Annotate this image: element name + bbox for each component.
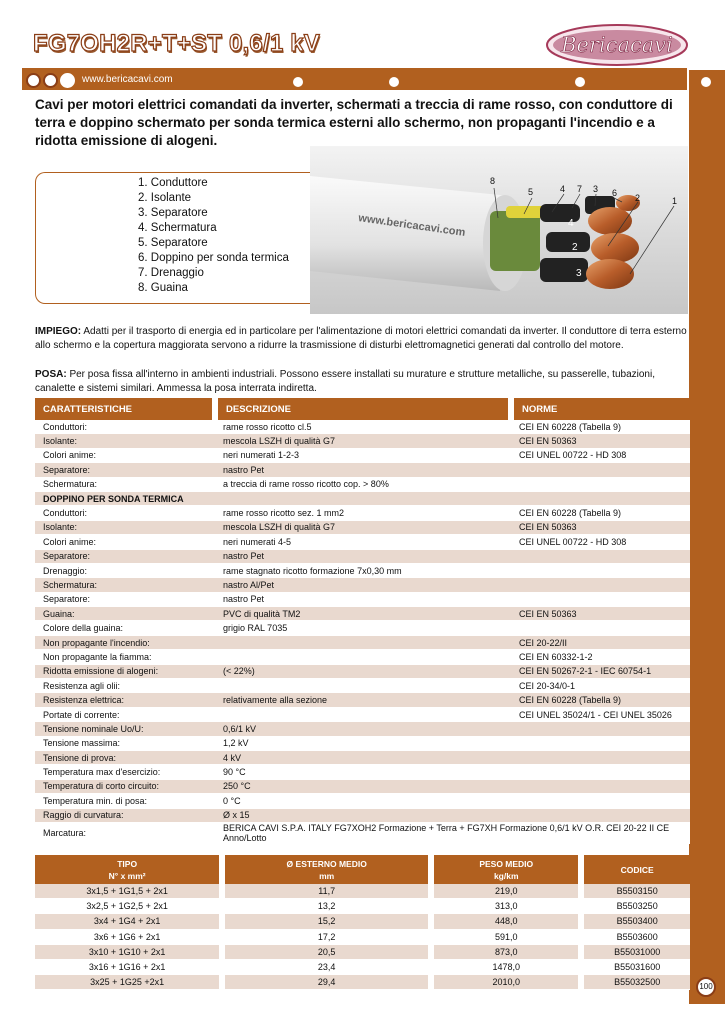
spec-standard (511, 463, 690, 477)
spec-standard: CEI 20-34/0-1 (511, 679, 690, 693)
side-bar (689, 70, 725, 1004)
spec-row (35, 477, 690, 491)
spec-row (35, 592, 690, 606)
spec-description: neri numerati 4-5 (215, 535, 511, 549)
spec-characteristic: Tensione nominale Uo/U: (35, 722, 215, 736)
spec-description: grigio RAL 7035 (215, 621, 511, 635)
installation-label: POSA: (35, 369, 67, 380)
spec-standard: CEI EN 50363 (511, 607, 690, 621)
product-diameter: 11,7 (222, 884, 431, 899)
spec-row (35, 650, 690, 664)
spec-standard (511, 491, 690, 505)
spec-characteristic: Colori anime: (35, 535, 215, 549)
product-code: B5503600 (581, 929, 690, 944)
svg-text:5: 5 (528, 187, 534, 197)
product-weight: 1478,0 (431, 959, 581, 974)
spec-description: 250 °C (215, 779, 511, 793)
product-weight: 591,0 (431, 929, 581, 944)
spec-characteristic: Colori anime: (35, 448, 215, 462)
spec-description: mescola LSZH di qualità G7 (215, 520, 511, 534)
spec-description: PVC di qualità TM2 (215, 607, 511, 621)
spec-standard (511, 736, 690, 750)
spec-standard (511, 477, 690, 491)
spec-row (35, 549, 690, 563)
spec-description: 0,6/1 kV (215, 722, 511, 736)
spec-row (35, 578, 690, 592)
svg-text:1: 1 (672, 196, 678, 206)
spec-characteristic: DOPPINO PER SONDA TERMICA (35, 491, 215, 505)
product-type: 3x25 + 1G25 +2x1 (35, 975, 222, 990)
spec-table-header (35, 398, 690, 420)
product-row (35, 929, 690, 944)
product-type: 3x4 + 1G4 + 2x1 (35, 914, 222, 929)
dot-icon (60, 73, 75, 88)
svg-text:Bericacavi: Bericacavi (561, 33, 673, 57)
product-diameter: 23,4 (222, 959, 431, 974)
spec-table (35, 398, 690, 844)
spec-characteristic: Non propagante l'incendio: (35, 635, 215, 649)
spec-characteristic: Marcatura: (35, 822, 215, 843)
spec-row-marking (35, 822, 690, 843)
spec-description: 1,2 kV (215, 736, 511, 750)
spec-characteristic: Tensione di prova: (35, 750, 215, 764)
spec-description (215, 707, 511, 721)
spec-row (35, 463, 690, 477)
product-weight: 873,0 (431, 944, 581, 959)
spec-standard (511, 592, 690, 606)
spec-description: nastro Pet (215, 549, 511, 563)
col-header-weight (431, 855, 581, 884)
product-diameter: 20,5 (222, 944, 431, 959)
product-type: 3x2,5 + 1G2,5 + 2x1 (35, 899, 222, 914)
svg-text:2: 2 (572, 242, 578, 253)
spec-description: rame rosso ricotto sez. 1 mm2 (215, 506, 511, 520)
spec-row (35, 563, 690, 577)
product-row (35, 975, 690, 990)
spec-characteristic: Non propagante la fiamma: (35, 650, 215, 664)
spec-row (35, 765, 690, 779)
spec-characteristic: Schermatura: (35, 477, 215, 491)
legend-item: 7. Drenaggio (138, 267, 204, 279)
spec-description: 0 °C (215, 794, 511, 808)
header-unit: N° x mm² (108, 870, 146, 881)
spec-standard (511, 563, 690, 577)
spec-row (35, 693, 690, 707)
spec-description: nastro Pet (215, 592, 511, 606)
header-unit: kg/km (493, 870, 519, 881)
legend-item: 6. Doppino per sonda termica (138, 252, 289, 264)
spec-row (35, 750, 690, 764)
dot-icon (575, 77, 585, 87)
product-row (35, 944, 690, 959)
spec-row (35, 420, 690, 434)
header-title: PESO MEDIO (479, 858, 534, 869)
marking-text: BERICA CAVI S.P.A. ITALY FG7XOH2 Formazione + Terra + FG7XH Formazione 0,6/1 kV O.R. CEI 20-22 II CE Anno/Lotto (215, 822, 690, 843)
spec-row (35, 506, 690, 520)
spec-standard (511, 779, 690, 793)
product-code: B55032500 (581, 975, 690, 990)
cable-illustration (310, 146, 688, 314)
spec-standard: CEI EN 50267-2-1 - IEC 60754-1 (511, 664, 690, 678)
spec-row (35, 722, 690, 736)
product-code: B5503150 (581, 884, 690, 899)
svg-text:8: 8 (490, 176, 496, 186)
product-weight: 448,0 (431, 914, 581, 929)
product-table-header (35, 855, 690, 884)
product-row (35, 959, 690, 974)
legend-item: 2. Isolante (138, 192, 192, 204)
col-header-type (35, 855, 222, 884)
spec-description: rame rosso ricotto cl.5 (215, 420, 511, 434)
spec-standard: CEI EN 60228 (Tabella 9) (511, 420, 690, 434)
spec-characteristic: Separatore: (35, 549, 215, 563)
product-row (35, 884, 690, 899)
spec-characteristic: Conduttori: (35, 506, 215, 520)
spec-characteristic: Temperatura max d'esercizio: (35, 765, 215, 779)
product-diameter: 15,2 (222, 914, 431, 929)
col-header-code (581, 855, 690, 884)
spec-row (35, 491, 690, 505)
product-table (35, 855, 690, 990)
dot-icon (389, 77, 399, 87)
product-weight: 2010,0 (431, 975, 581, 990)
svg-text:4: 4 (560, 184, 566, 194)
spec-characteristic: Conduttori: (35, 420, 215, 434)
legend-item: 8. Guaina (138, 282, 188, 294)
page-number: 100 (696, 977, 716, 997)
spec-characteristic: Tensione massima: (35, 736, 215, 750)
product-type: 3x16 + 1G16 + 2x1 (35, 959, 222, 974)
spec-characteristic: Resistenza elettrica: (35, 693, 215, 707)
spec-characteristic: Separatore: (35, 463, 215, 477)
usage-label: IMPIEGO: (35, 326, 82, 337)
spec-description: nastro Al/Pet (215, 578, 511, 592)
spec-description: nastro Pet (215, 463, 511, 477)
product-weight: 219,0 (431, 884, 581, 899)
spec-standard (511, 808, 690, 822)
spec-characteristic: Schermatura: (35, 578, 215, 592)
spec-row (35, 448, 690, 462)
spec-description: 90 °C (215, 765, 511, 779)
product-type: 3x1,5 + 1G1,5 + 2x1 (35, 884, 222, 899)
header-unit: mm (319, 870, 335, 881)
spec-standard (511, 549, 690, 563)
spec-description: mescola LSZH di qualità G7 (215, 434, 511, 448)
installation-text: Per posa fissa all'interno in ambienti industriali. Possono essere installati su murature e strutture metalliche, su passerelle, tubazioni, canalette e sistemi similari. Ammessa la posa interrata indiretta. (35, 369, 655, 394)
spec-characteristic: Isolante: (35, 434, 215, 448)
spec-characteristic: Colore della guaina: (35, 621, 215, 635)
product-row (35, 914, 690, 929)
header-title: Ø ESTERNO MEDIO (286, 858, 367, 869)
spec-characteristic: Ridotta emissione di alogeni: (35, 664, 215, 678)
legend-list (138, 176, 289, 296)
spec-row (35, 535, 690, 549)
spec-description: (< 22%) (215, 664, 511, 678)
legend-item: 5. Separatore (138, 237, 208, 249)
page-title: FG7OH2R+T+ST 0,6/1 kV (33, 30, 320, 57)
svg-text:3: 3 (593, 184, 599, 194)
legend-item: 3. Separatore (138, 207, 208, 219)
spec-description: rame stagnato ricotto formazione 7x0,30 mm (215, 563, 511, 577)
product-weight: 313,0 (431, 899, 581, 914)
svg-text:7: 7 (577, 184, 583, 194)
spec-description (215, 679, 511, 693)
usage-paragraph (35, 325, 690, 352)
spec-standard: CEI EN 60228 (Tabella 9) (511, 693, 690, 707)
legend-item: 4. Schermatura (138, 222, 217, 234)
spec-standard (511, 750, 690, 764)
spec-row (35, 779, 690, 793)
spec-standard: CEI EN 50363 (511, 434, 690, 448)
product-type: 3x6 + 1G6 + 2x1 (35, 929, 222, 944)
spec-description (215, 635, 511, 649)
spec-description: 4 kV (215, 750, 511, 764)
product-diameter: 17,2 (222, 929, 431, 944)
spec-standard: CEI UNEL 35024/1 - CEI UNEL 35026 (511, 707, 690, 721)
svg-text:6: 6 (612, 188, 618, 198)
spec-row (35, 520, 690, 534)
spec-standard (511, 578, 690, 592)
svg-text:www.bericacavi.com: www.bericacavi.com (357, 212, 467, 239)
spec-characteristic: Isolante: (35, 520, 215, 534)
product-code: B5503400 (581, 914, 690, 929)
website-link[interactable]: www.bericacavi.com (82, 74, 173, 85)
product-diameter: 29,4 (222, 975, 431, 990)
col-header-characteristics: CARATTERISTICHE (35, 398, 215, 420)
spec-row (35, 635, 690, 649)
installation-paragraph (35, 368, 690, 395)
ring-icon (26, 73, 41, 88)
cable-photo (310, 146, 688, 314)
col-header-description: DESCRIZIONE (215, 398, 511, 420)
product-description: Cavi per motori elettrici comandati da inverter, schermati a treccia di rame rosso, con conduttore di terra e doppino schermato per sonda termica esterni allo schermo, non propaganti l'incendio e a ridotta emissione di alogeni. (35, 97, 673, 148)
spec-standard: CEI UNEL 00722 - HD 308 (511, 535, 690, 549)
spec-row (35, 794, 690, 808)
spec-characteristic: Raggio di curvatura: (35, 808, 215, 822)
spec-standard: CEI UNEL 00722 - HD 308 (511, 448, 690, 462)
spec-description: a treccia di rame rosso ricotto cop. > 80% (215, 477, 511, 491)
spec-row (35, 808, 690, 822)
spec-row (35, 434, 690, 448)
spec-description: relativamente alla sezione (215, 693, 511, 707)
spec-characteristic: Temperatura di corto circuito: (35, 779, 215, 793)
product-type: 3x10 + 1G10 + 2x1 (35, 944, 222, 959)
svg-text:3: 3 (576, 268, 582, 279)
spec-row (35, 607, 690, 621)
spec-characteristic: Resistenza agli olii: (35, 679, 215, 693)
col-header-standards: NORME (511, 398, 690, 420)
usage-text: Adatti per il trasporto di energia ed in particolare per l'alimentazione di motori elettrici comandati da inverter. Il conduttore di terra esterno allo schermo e la copertura maggiorata servono a ridurre la trasmissione di disturbi elettromagnetici generati dal controllo del motore. (35, 326, 687, 351)
spec-row (35, 679, 690, 693)
spec-characteristic: Drenaggio: (35, 563, 215, 577)
spec-standard (511, 621, 690, 635)
col-header-diameter (222, 855, 431, 884)
spec-description (215, 650, 511, 664)
header-title: CODICE (620, 864, 654, 875)
dot-icon (701, 77, 711, 87)
svg-text:2: 2 (635, 193, 641, 203)
spec-standard (511, 794, 690, 808)
ring-icon (43, 73, 58, 88)
legend-item: 1. Conduttore (138, 177, 208, 189)
spec-characteristic: Separatore: (35, 592, 215, 606)
spec-standard: CEI EN 60228 (Tabella 9) (511, 506, 690, 520)
product-code: B5503250 (581, 899, 690, 914)
logo-icon (545, 22, 690, 68)
spec-characteristic: Temperatura min. di posa: (35, 794, 215, 808)
spec-description (215, 491, 511, 505)
product-code: B55031000 (581, 944, 690, 959)
brand-logo (545, 22, 690, 68)
header-title: TIPO (117, 858, 138, 869)
spec-standard: CEI EN 60332-1-2 (511, 650, 690, 664)
spec-row (35, 707, 690, 721)
spec-description: Ø x 15 (215, 808, 511, 822)
spec-row (35, 664, 690, 678)
spec-row (35, 736, 690, 750)
spec-standard (511, 722, 690, 736)
svg-text:4: 4 (568, 218, 574, 229)
spec-description: neri numerati 1-2-3 (215, 448, 511, 462)
product-diameter: 13,2 (222, 899, 431, 914)
product-code: B55031600 (581, 959, 690, 974)
spec-characteristic: Guaina: (35, 607, 215, 621)
spec-standard: CEI 20-22/II (511, 635, 690, 649)
dot-icon (293, 77, 303, 87)
spec-characteristic: Portate di corrente: (35, 707, 215, 721)
spec-standard: CEI EN 50363 (511, 520, 690, 534)
spec-standard (511, 765, 690, 779)
spec-row (35, 621, 690, 635)
product-row (35, 899, 690, 914)
